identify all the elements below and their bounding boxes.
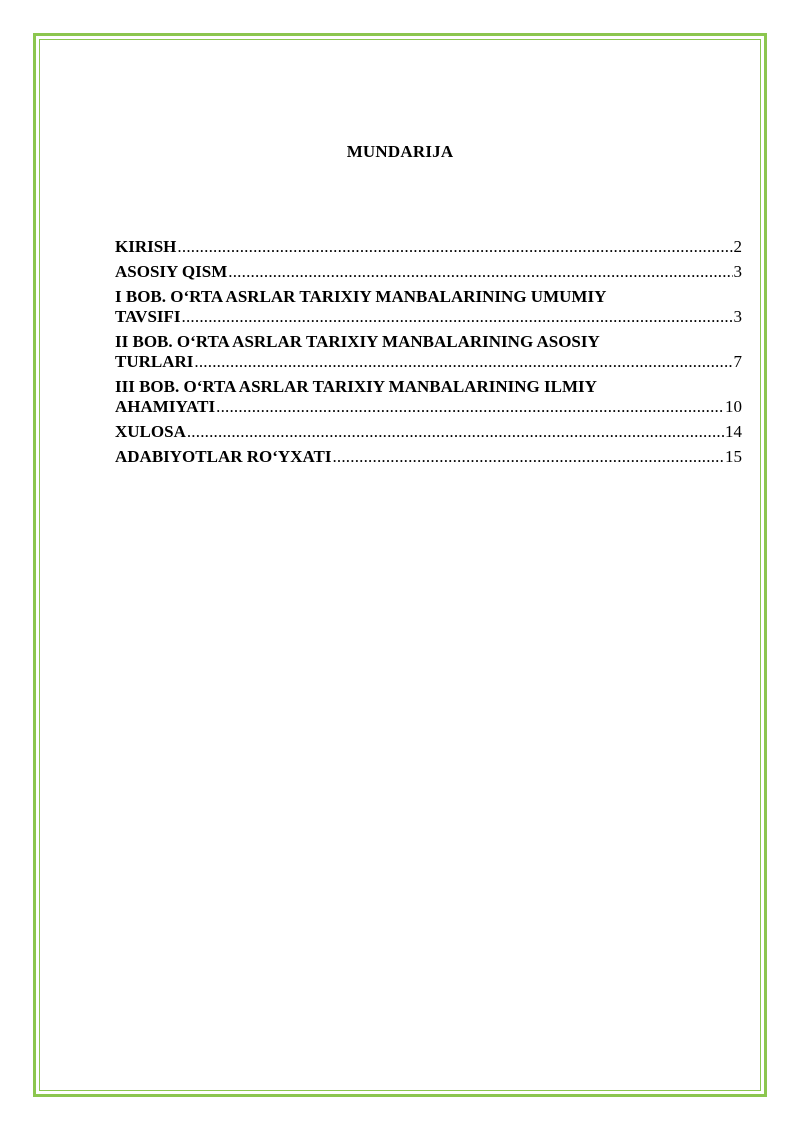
toc-entry-chapter-3[interactable] [115, 377, 742, 417]
dot-leader [194, 352, 732, 372]
dot-leader [332, 447, 724, 467]
toc-entry-title: XULOSA [115, 422, 186, 441]
table-of-contents [115, 237, 742, 472]
toc-entry-chapter-1[interactable] [115, 287, 742, 327]
toc-entry-title-line1: I BOB. O‘RTA ASRLAR TARIXIY MANBALARINING UMUMIY [115, 287, 607, 306]
dot-leader [177, 237, 732, 257]
toc-entry-title-line1: II BOB. O‘RTA ASRLAR TARIXIY MANBALARINING ASOSIY [115, 332, 600, 351]
toc-entry-adabiyotlar[interactable] [115, 447, 742, 467]
toc-entry-xulosa[interactable] [115, 422, 742, 442]
toc-entry-title: TURLARI [115, 352, 194, 371]
dot-leader [187, 422, 724, 442]
toc-page-number: 3 [733, 262, 742, 281]
toc-page-number: 3 [733, 307, 742, 326]
dot-leader [216, 397, 724, 417]
toc-entry-title: ASOSIY QISM [115, 262, 228, 281]
toc-entry-title-line1: III BOB. O‘RTA ASRLAR TARIXIY MANBALARINING ILMIY [115, 377, 597, 396]
toc-entry-kirish[interactable] [115, 237, 742, 257]
toc-page-number: 10 [725, 397, 742, 416]
toc-page-number: 14 [725, 422, 742, 441]
toc-entry-title: TAVSIFI [115, 307, 181, 326]
dot-leader [228, 262, 732, 282]
toc-entry-chapter-2[interactable] [115, 332, 742, 372]
toc-entry-asosiy-qism[interactable] [115, 262, 742, 282]
toc-page-number: 7 [733, 352, 742, 371]
toc-page-number: 2 [733, 237, 742, 256]
dot-leader [182, 307, 733, 327]
toc-entry-title: ADABIYOTLAR RO‘YXATI [115, 447, 332, 466]
page-border-inner [39, 39, 761, 1091]
toc-entry-title: AHAMIYATI [115, 397, 216, 416]
toc-page-number: 15 [725, 447, 742, 466]
toc-entry-title: KIRISH [115, 237, 177, 256]
page-title: MUNDARIJA [346, 142, 454, 161]
